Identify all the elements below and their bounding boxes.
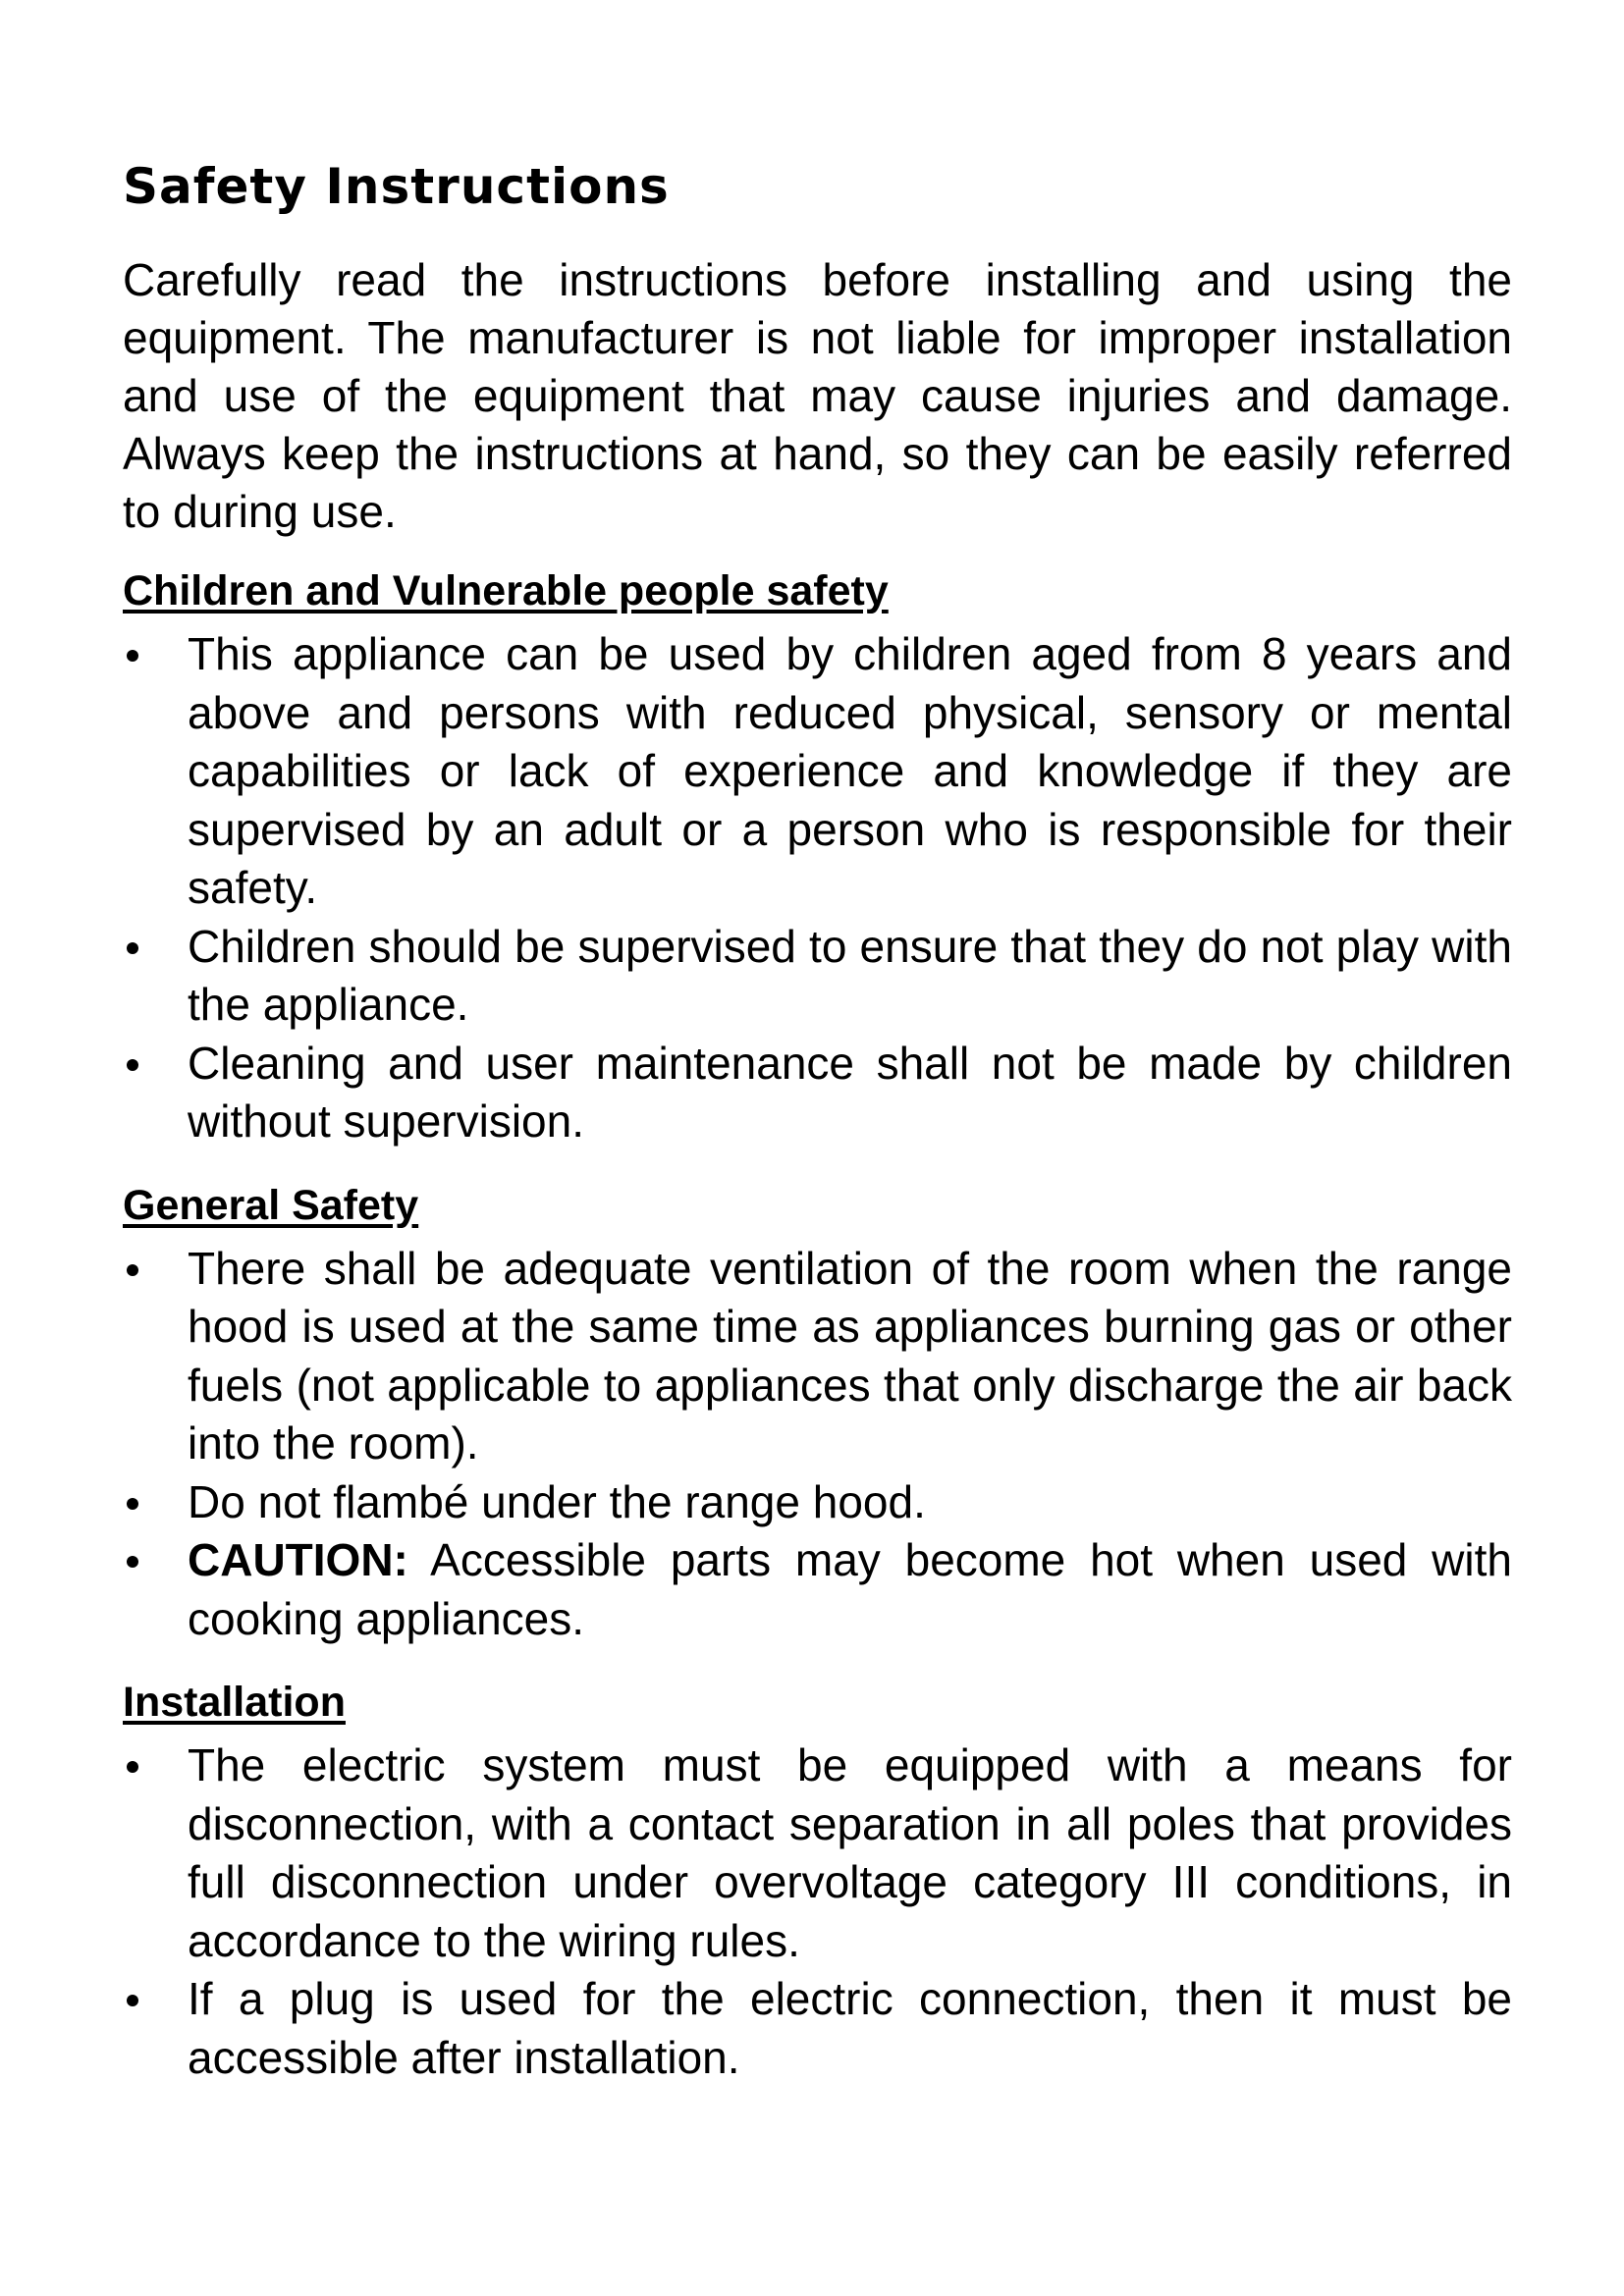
intro-paragraph: Carefully read the instructions before installing and using the equipment. The manufacturer is not liable for improper installation and use of the equipment that may cause injuries and damage. Always keep the instructions at hand, so they can be easily referred to during use. — [123, 254, 1512, 537]
bullet-list — [123, 1736, 1512, 2087]
list-item-text: The electric system must be equipped with a means for disconnection, with a contact separation in all poles that provides full disconnection under overvoltage category III conditions, in accordance to the wiring rules. — [188, 1739, 1512, 1966]
bullet-icon — [127, 650, 138, 662]
bullet-icon — [127, 1059, 138, 1071]
caution-item — [123, 1531, 1512, 1648]
bullet-icon — [127, 1556, 138, 1568]
caution-text: Accessible parts may become hot when used with cooking appliances. — [188, 1534, 1512, 1644]
list-item — [123, 918, 1512, 1035]
list-item-text: Cleaning and user maintenance shall not be made by children without supervision. — [188, 1037, 1512, 1147]
list-item — [123, 1473, 1512, 1532]
section-heading: Children and Vulnerable people safety — [123, 567, 889, 614]
section-children-safety — [123, 562, 1512, 1151]
list-item — [123, 1240, 1512, 1473]
list-item — [123, 1970, 1512, 2087]
bullet-icon — [127, 1264, 138, 1276]
page-title: Safety Instructions — [123, 158, 670, 215]
section-general-safety — [123, 1177, 1512, 1649]
list-item-text: This appliance can be used by children aged from 8 years and above and persons with reduced physical, sensory or mental capabilities or lack of experience and knowledge if they are supervised by an adult or a person who is responsible for their safety. — [188, 628, 1512, 913]
list-item-text: If a plug is used for the electric connection, then it must be accessible after installation. — [188, 1973, 1512, 2083]
bullet-icon — [127, 1761, 138, 1773]
section-heading: General Safety — [123, 1181, 419, 1229]
section-installation — [123, 1674, 1512, 2087]
bullet-icon — [127, 1498, 138, 1510]
bullet-icon — [127, 1995, 138, 2006]
document-page — [123, 157, 1512, 2112]
section-heading: Installation — [123, 1679, 346, 1726]
bullet-list — [123, 1240, 1512, 1649]
list-item — [123, 1736, 1512, 1970]
list-item-text: Do not flambé under the range hood. — [188, 1475, 926, 1527]
list-item — [123, 625, 1512, 918]
caution-label: CAUTION: — [188, 1534, 408, 1585]
list-item-text: There shall be adequate ventilation of the room when the range hood is used at the same time as appliances burning gas or other fuels (not applicable to appliances that only discharge the air back into the room). — [188, 1242, 1512, 1468]
bullet-list — [123, 625, 1512, 1151]
bullet-icon — [127, 942, 138, 954]
list-item-text: Children should be supervised to ensure that they do not play with the appliance. — [188, 920, 1512, 1030]
list-item — [123, 1035, 1512, 1151]
